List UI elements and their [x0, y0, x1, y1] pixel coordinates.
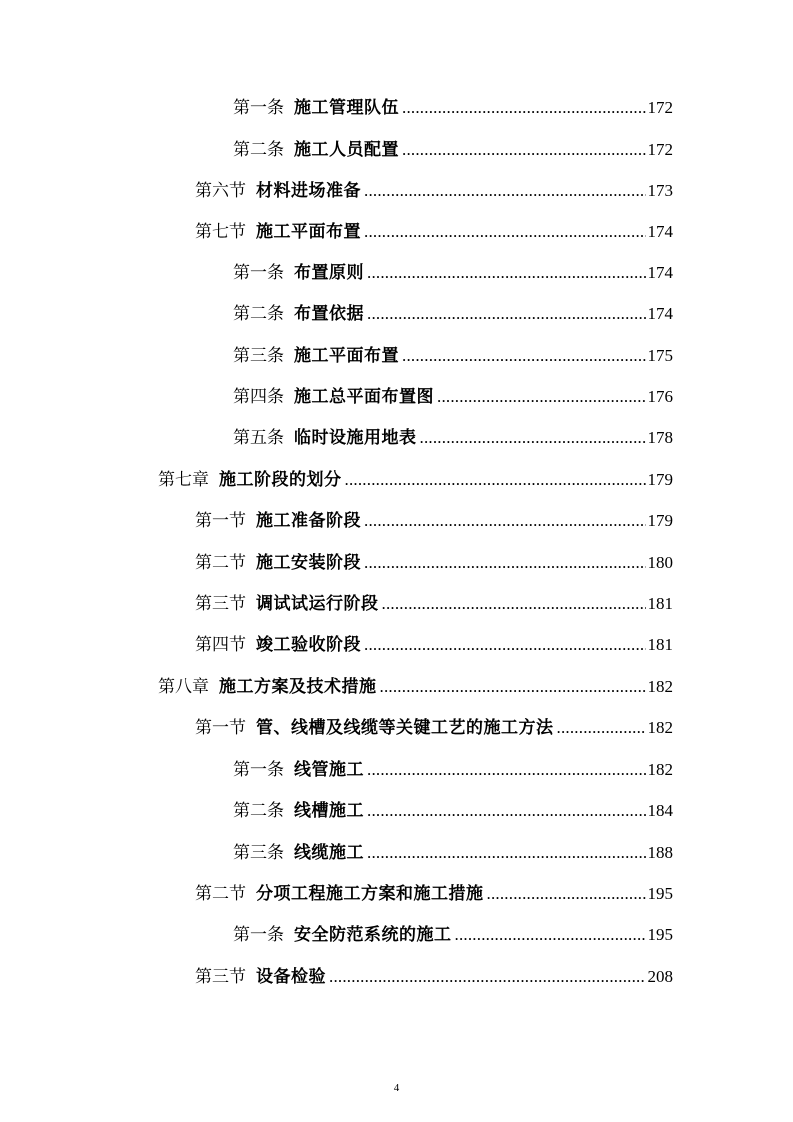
toc-entry-number: 第四条 — [233, 387, 284, 407]
toc-entry[interactable] — [195, 880, 673, 908]
toc-entry-page: 175 — [647, 346, 673, 365]
toc-entry-number: 第一条 — [233, 925, 284, 945]
toc-leader-dots — [364, 218, 646, 246]
toc-entry-title: 施工平面布置 — [256, 222, 361, 242]
toc-entry-number: 第二条 — [233, 801, 284, 821]
toc-entry-page: 178 — [647, 428, 673, 447]
toc-entry-title: 材料进场准备 — [256, 181, 361, 201]
toc-entry-title: 施工人员配置 — [294, 140, 399, 160]
toc-entry-title: 布置原则 — [294, 263, 364, 283]
toc-entry-title: 设备检验 — [256, 967, 326, 987]
toc-entry-page: 182 — [647, 760, 673, 779]
toc-entry-title: 施工管理队伍 — [294, 98, 399, 118]
toc-entry[interactable] — [195, 590, 673, 618]
toc-entry-page: 182 — [647, 677, 673, 696]
toc-entry[interactable] — [233, 383, 673, 411]
toc-leader-dots — [380, 673, 646, 701]
toc-leader-dots — [364, 507, 646, 535]
toc-entry[interactable] — [233, 424, 673, 452]
toc-entry-page: 181 — [647, 635, 673, 654]
toc-entry-title: 布置依据 — [294, 304, 364, 324]
toc-entry[interactable] — [233, 94, 673, 122]
toc-entry[interactable] — [195, 714, 673, 742]
toc-leader-dots — [487, 880, 646, 908]
toc-entry-title: 施工安装阶段 — [256, 553, 361, 573]
toc-leader-dots — [367, 839, 646, 867]
toc-leader-dots — [367, 300, 646, 328]
toc-entry[interactable] — [233, 756, 673, 784]
toc-entry-title: 调试试运行阶段 — [256, 594, 379, 614]
toc-entry[interactable] — [158, 466, 673, 494]
toc-entry-title: 分项工程施工方案和施工措施 — [256, 884, 484, 904]
toc-entry-page: 208 — [647, 967, 673, 986]
toc-entry-page: 182 — [647, 718, 673, 737]
page-number: 4 — [393, 1082, 400, 1094]
toc-entry-title: 管、线槽及线缆等关键工艺的施工方法 — [256, 718, 554, 738]
toc-entry-title: 施工方案及技术措施 — [219, 677, 377, 697]
toc-entry-page: 179 — [647, 511, 673, 530]
toc-entry-number: 第三节 — [195, 967, 246, 987]
toc-entry-page: 180 — [647, 553, 673, 572]
toc-entry-number: 第二条 — [233, 304, 284, 324]
toc-entry-number: 第三条 — [233, 843, 284, 863]
toc-entry-number: 第六节 — [195, 181, 246, 201]
toc-leader-dots — [364, 549, 646, 577]
toc-entry[interactable] — [158, 673, 673, 701]
toc-entry-title: 施工总平面布置图 — [294, 387, 434, 407]
toc-entry[interactable] — [195, 549, 673, 577]
toc-entry-title: 线槽施工 — [294, 801, 364, 821]
toc-entry-title: 施工准备阶段 — [256, 511, 361, 531]
toc-entry-number: 第二节 — [195, 884, 246, 904]
toc-entry-page: 173 — [647, 181, 673, 200]
toc-entry[interactable] — [233, 342, 673, 370]
toc-entry-page: 195 — [647, 884, 673, 903]
toc-leader-dots — [367, 259, 646, 287]
toc-leader-dots — [557, 714, 646, 742]
toc-entry[interactable] — [233, 921, 673, 949]
toc-leader-dots — [455, 921, 646, 949]
toc-entry[interactable] — [233, 797, 673, 825]
toc-leader-dots — [437, 383, 646, 411]
toc-entry-page: 174 — [647, 263, 673, 282]
toc-entry[interactable] — [233, 300, 673, 328]
toc-entry-number: 第七章 — [158, 470, 209, 490]
toc-leader-dots — [364, 177, 646, 205]
toc-entry-page: 184 — [647, 801, 673, 820]
toc-entry-page: 172 — [647, 98, 673, 117]
toc-entry-number: 第三条 — [233, 346, 284, 366]
toc-leader-dots — [367, 797, 646, 825]
toc-entry[interactable] — [233, 839, 673, 867]
toc-entry-number: 第一条 — [233, 760, 284, 780]
toc-entry-title: 安全防范系统的施工 — [294, 925, 452, 945]
toc-entry[interactable] — [233, 259, 673, 287]
toc-entry-number: 第四节 — [195, 635, 246, 655]
toc-entry-page: 181 — [647, 594, 673, 613]
toc-leader-dots — [329, 963, 646, 991]
toc-leader-dots — [382, 590, 646, 618]
toc-entry-title: 线缆施工 — [294, 843, 364, 863]
toc-entry-title: 竣工验收阶段 — [256, 635, 361, 655]
toc-entry[interactable] — [195, 631, 673, 659]
toc-entry-number: 第五条 — [233, 428, 284, 448]
toc-entry-title: 线管施工 — [294, 760, 364, 780]
toc-entry[interactable] — [195, 507, 673, 535]
toc-leader-dots — [402, 342, 646, 370]
toc-leader-dots — [402, 94, 646, 122]
toc-entry-page: 188 — [647, 843, 673, 862]
toc-entry-page: 195 — [647, 925, 673, 944]
toc-leader-dots — [420, 424, 646, 452]
toc-entry-title: 施工平面布置 — [294, 346, 399, 366]
toc-entry[interactable] — [195, 177, 673, 205]
toc-entry-number: 第一节 — [195, 511, 246, 531]
toc-entry-page: 174 — [647, 222, 673, 241]
toc-entry-number: 第二节 — [195, 553, 246, 573]
toc-leader-dots — [364, 631, 646, 659]
toc-entry-title: 临时设施用地表 — [294, 428, 417, 448]
toc-entry-number: 第八章 — [158, 677, 209, 697]
toc-entry[interactable] — [195, 963, 673, 991]
toc-entry-number: 第一条 — [233, 263, 284, 283]
toc-entry[interactable] — [195, 218, 673, 246]
toc-entry-page: 176 — [647, 387, 673, 406]
toc-entry-title: 施工阶段的划分 — [219, 470, 342, 490]
toc-leader-dots — [367, 756, 646, 784]
toc-entry-number: 第三节 — [195, 594, 246, 614]
toc-entry-number: 第一条 — [233, 98, 284, 118]
toc-entry-page: 179 — [647, 470, 673, 489]
toc-leader-dots — [402, 136, 646, 164]
toc-entry-page: 172 — [647, 140, 673, 159]
toc-entry-page: 174 — [647, 304, 673, 323]
toc-entry-number: 第一节 — [195, 718, 246, 738]
toc-entry-number: 第二条 — [233, 140, 284, 160]
toc-leader-dots — [345, 466, 646, 494]
toc-entry[interactable] — [233, 136, 673, 164]
toc-entry-number: 第七节 — [195, 222, 246, 242]
